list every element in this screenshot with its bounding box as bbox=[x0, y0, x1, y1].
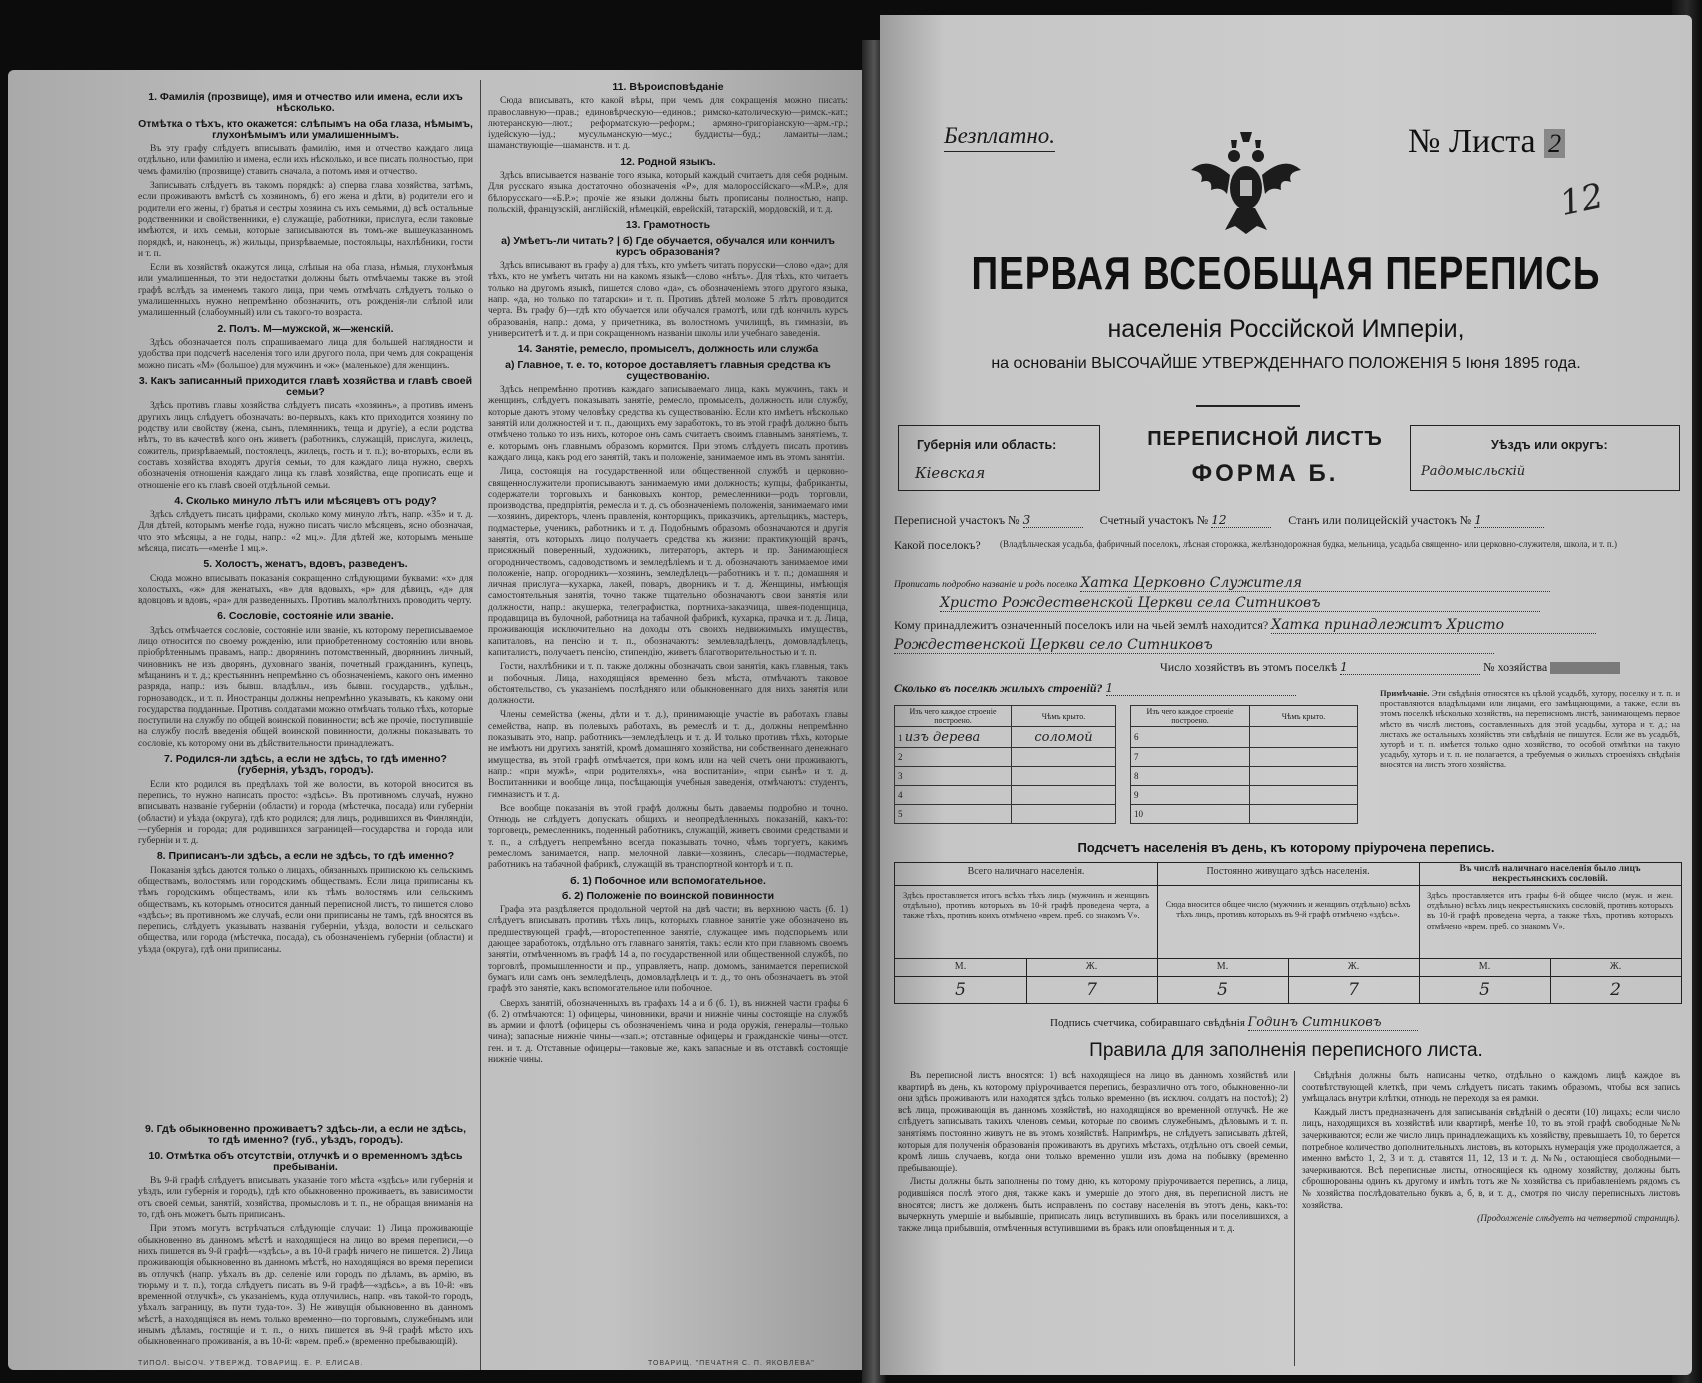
note-text: Эти свѣдѣнія относятся къ цѣлой усадьбѣ, хутору, поселку и т. п. и проставляются владѣльцами или лицами, его замѣщающими, а также, если въ этомъ поселкѣ нѣсколько хозяйствъ, на переписномъ листѣ, занимающемъ первое мѣсто въ числѣ листовъ, составленныхъ для этой усадьбы, хутора и т. д.; на листахъ же остальныхъ хозяйствъ эти свѣдѣнія не пишутся. Если же въ усадьбѣ, хуторѣ и т. п. имѣется только одно хозяйство, то особой отмѣтки на такую усадьбу, хуторъ и т. п. не полагается, а требуемыя о жилыхъ строеніяхъ свѣдѣнія вносятся на листъ этого хозяйства. bbox=[1380, 688, 1680, 770]
population-table bbox=[894, 862, 1682, 1004]
pop-col3-header: Въ числѣ наличнаго населенія было лицъ некрестьянскихъ сословій. bbox=[1459, 864, 1641, 885]
row-number: 1 bbox=[898, 732, 903, 743]
form-title: ПЕРЕПИСНОЙ ЛИСТЪ bbox=[1147, 428, 1383, 450]
left-page-footer-left: ТИПОЛ. ВЫСОЧ. УТВЕРЖД. ТОВАРИЩ. Е. Р. ЕЛИСАВ. bbox=[138, 1360, 364, 1367]
instruction-heading: 6. Сословіе, состояніе или званіе. bbox=[217, 610, 394, 623]
pop-zh-header: Ж. bbox=[1609, 961, 1622, 972]
uezd-box bbox=[1410, 425, 1680, 491]
instruction-heading: 11. Вѣроисповѣданіе bbox=[612, 81, 724, 93]
instruction-heading: 2. Полъ. М—мужской, ж—женскій. bbox=[217, 322, 394, 335]
buildings-roof-header: Чѣмъ крыто. bbox=[1250, 706, 1358, 727]
settlement-hint: (Владѣльческая усадьба, фабричный поселокъ, лѣсная сторожка, желѣзнодорожная будка, мельница, усадьба священно- или церковно-служителя, школа, и т. п.) bbox=[1000, 539, 1617, 549]
buildings-roof-header: Чѣмъ крыто. bbox=[1012, 706, 1116, 727]
pop-total-zh: 7 bbox=[1086, 980, 1097, 1000]
instruction-heading: 9. Гдѣ обыкновенно проживаетъ? здѣсь-ли, а если не здѣсь, то гдѣ именно? (губ., уѣздъ, городъ). bbox=[144, 1123, 467, 1147]
row-1-roof: соломой bbox=[1012, 727, 1116, 748]
buildings-material-header: Изъ чего каждое строеніе построено. bbox=[895, 706, 1012, 727]
count-section-value: 12 bbox=[1211, 513, 1271, 528]
instruction-paragraph: Въ 9-й графѣ слѣдуетъ вписывать указаніе того мѣста «здѣсь» или губернія и уѣздъ, или губернія и городъ), гдѣ кто обыкновенно проживаетъ, въ зависимости отъ своей семьи, занятій, хозяйства, промысловъ и т. п., не обращая вниманія на то, гдѣ онъ можетъ быть приписанъ. bbox=[138, 1176, 473, 1221]
uezd-label: Уѣздъ или округъ: bbox=[1491, 438, 1608, 452]
instruction-paragraph: Графа эта раздѣляется продольной чертой на двѣ части; въ верхнюю часть (б. 1) слѣдуетъ вписывать противъ тѣхъ лицъ, которыхъ главное занятіе уже обозначено въ предшествующей графѣ,—второстепенное занятіе, служащее имъ подспорьемъ или дающее заработокъ, отдѣльно отъ главнаго занятія, такъ: если кто при главномъ своемъ занятіи, отмѣченномъ въ графѣ 14 а, по государственной или общественной службѣ, по торговлѣ, промышленности и пр., управляетъ, напр. домомъ, занимается перепиской бумагъ или самъ онъ земледѣлецъ, домовладѣлецъ и т. д., то онъ обозначаетъ въ этой графѣ это занятіе, какъ вспомогательное или побочное. bbox=[488, 905, 848, 995]
pop-m-header: М. bbox=[954, 961, 967, 972]
instruction-paragraph: Если въ хозяйствѣ окажутся лица, слѣпыя на оба глаза, нѣмыя, глухонѣмыя или умалишенныя, то эти недостатки должны быть отмѣчаемы также въ этой графѣ вслѣдъ за именемъ такого лица, при чемъ отмѣчать слѣдуетъ только о умалишенныхъ нужно непремѣнно обозначить, отъ рожденія-ли слѣпой или умалишенный (слабоумный) или съ такого-то возраста. bbox=[138, 263, 473, 319]
pop-resident-m: 5 bbox=[1217, 980, 1228, 1000]
instruction-paragraph: Гости, нахлѣбники и т. п. также должны обозначать свои занятія, какъ главныя, такъ и побочныя. Лица, находящіяся временно безъ мѣста, отмѣчаютъ таковое обстоятельство, съ указаніемъ послѣдняго или обыкновеннаго для нихъ занятія или должности. bbox=[488, 662, 848, 707]
instruction-heading: 10. Отмѣтка объ отсутствіи, отлучкѣ и о временномъ здѣсь пребываніи. bbox=[148, 1149, 463, 1173]
census-sections-line bbox=[894, 513, 1544, 528]
title-divider bbox=[1196, 405, 1300, 407]
instruction-paragraph: Здѣсь вписывается названіе того языка, который каждый считаетъ для себя родным. Для русскаго языка достаточно обозначенія «Р», для малороссійскаго—«М.Р.», для бѣлорусскаго—«Б.Р.»; прочіе же языки должны быть прописаны полностью, напр. польскій, французскій, англійскій, нѣмецкій, еврейскій, татарскій, мордовскій, и т. д. bbox=[488, 171, 848, 215]
instruction-heading: Отмѣтка о тѣхъ, кто окажется: слѣпымъ на оба глаза, нѣмымъ, глухонѣмымъ или умалишеннымъ. bbox=[138, 117, 473, 141]
instructions-column-2 bbox=[488, 78, 848, 1370]
settlement-label: Какой поселокъ? bbox=[894, 538, 981, 552]
instructions-column-1-tail bbox=[138, 1120, 473, 1370]
households-label: Число хозяйствъ въ этомъ поселкѣ bbox=[1160, 660, 1338, 674]
pop-col1-header: Всего наличнаго населенія. bbox=[967, 866, 1085, 877]
instruction-paragraph: Здѣсь слѣдуетъ писать цифрами, сколько кому минуло лѣтъ, напр. «35» и т. д. Для дѣтей, которымъ менѣе года, нужно писать число мѣсяцевъ, ясно обозначая, что это мѣсяцы, а не годы, напр.: «2 мц.». Для дѣтей же, которымъ меньше мѣсяца, писать—«менѣе 1 мц.». bbox=[138, 510, 473, 554]
row-number: 10 bbox=[1131, 805, 1250, 824]
rules-paragraph: Каждый листъ предназначенъ для записыванія свѣдѣній о десяти (10) лицахъ; если число лицъ, находящихся въ хозяйствѣ или квартирѣ, менѣе 10, то въ этой графѣ свободные №№ зачеркиваются; если же число лицъ принадлежащихъ къ хозяйству, превышаетъ 10, то берется потребное количество дополнительныхъ листовъ, въ которыхъ нумерація уже продолжается, а именно вмѣсто 1, 2, 3 и т. д. ставятся 11, 12, 13 и т. д. №№, остающіеся свободными—зачеркиваются. Всѣ переписные листы, относящіеся къ одному хозяйству, должны быть сброшюрованы одинъ къ другому и имѣть тотъ же № хозяйства съ прибавленіемъ рядомъ съ № хозяйства послѣдовательно буквъ а, б, в, и т. д., смотря по числу переписныхъ листовъ хозяйства. bbox=[1302, 1107, 1680, 1211]
count-section-label: Счетный участокъ № bbox=[1099, 513, 1209, 527]
buildings-label: Сколько въ поселкѣ жилыхъ строеній? bbox=[894, 681, 1103, 695]
rules-divider bbox=[1294, 1071, 1295, 1366]
rules-column-left bbox=[898, 1071, 1288, 1366]
instruction-paragraph: Показанія здѣсь даются только о лицахъ, обязанныхъ припискою къ сельскимъ обществамъ, волостямъ или городскимъ обществамъ. Если лица приписаны къ тѣмъ городскимъ обществамъ, или къ тѣмъ волостямъ или сельскимъ обществамъ, къ которымъ относится данный переписной листъ, то пишется слово «здѣсь»; въ противномъ же случаѣ, если они приписаны не тамъ, гдѣ вносятся въ перепись, слѣдуетъ указывать названія губерніи, уѣзда, волости и сельскаго общества, или города (мѣстечка, посада), съ обозначеніемъ губерніи (области) и уѣзда (округа), гдѣ они приписаны. bbox=[138, 865, 473, 955]
row-number: 5 bbox=[895, 805, 1012, 824]
instruction-heading: 3. Какъ записанный приходится главѣ хозяйства и главѣ своей семьи? bbox=[138, 374, 473, 399]
household-number-label: № хозяйства bbox=[1483, 660, 1548, 674]
row-number: 8 bbox=[1131, 767, 1250, 786]
buildings-material-header: Изъ чего каждое строеніе построено. bbox=[1131, 706, 1250, 727]
buildings-table-right bbox=[1130, 705, 1358, 824]
left-page bbox=[8, 70, 870, 1370]
instruction-paragraph: Члены семейства (жены, дѣти и т. д.), принимающіе участіе въ работахъ главы семейства, напр. въ полевыхъ работахъ, въ ремеслѣ и т. д., должны непремѣнно показывать это, напр. работникъ—земледѣлецъ и т. д. И только противъ тѣхъ, которые не имѣютъ ни другихъ занятій, кромѣ домашняго хозяйства, ни собственнаго денежнаго имущества, въ этой графѣ отмѣчается, при комъ или на чей счетъ они проживаютъ, напр.: «при мужѣ», «при родителяхъ», «на воспитаніи», «при сынѣ» и т. д. Воспитанники и вообще лица, посѣщающія учебныя заведенія, отмѣчаютъ: студентъ, гимназистъ и т. д. bbox=[488, 710, 848, 800]
pop-col2-text: Сюда вносится общее число (мужчинъ и женщинъ отдѣльно) всѣхъ тѣхъ лицъ, противъ которыхъ въ 9-й графѣ отмѣчено «здѣсь». bbox=[1165, 899, 1411, 920]
rules-paragraph: Листы должны быть заполнены по тому дню, къ которому пріурочивается перепись, а лица, родившіяся послѣ этого дня, также какъ и умершіе до этого дня, въ переписной листъ не вносятся; листъ же долженъ быть исправленъ по составу населенія въ этотъ день, какъ-то: вычеркнуть умершіе и выбывшіе, приписать лицъ вступившихъ въ бракъ или поселившихся, а также лица прибывшія, отмѣченныя вступившими въ бракъ или оповѣщенныя и т. д. bbox=[898, 1177, 1288, 1234]
row-number: 3 bbox=[895, 767, 1012, 786]
rules-paragraph: Въ переписной листъ вносятся: 1) всѣ находящіеся на лицо въ данномъ хозяйствѣ или квартирѣ въ день, къ которому пріурочивается перепись, безразлично отъ того, обыкновенно-ли они здѣсь проживаютъ или находятся здѣсь только временно (въ исключ. солдатъ на постоѣ); 2) всѣ лица, проживающія въ данномъ хозяйствѣ, но находящіяся во временной отлучкѣ. Не же слѣдуетъ записывать такихъ членовъ семьи, которые по своимъ служебнымъ, дѣловымъ и т. п. занятіямъ постоянно живутъ не въ этомъ хозяйствѣ. Напримѣръ, не слѣдуетъ записывать дѣтей, которыя для полученія образованія проживаютъ въ другихъ мѣстахъ, отдѣльно отъ своей семьи, кромѣ лишь случаевъ, когда они только временно ушли изъ дома на побывку (временно пребывающіе). bbox=[898, 1071, 1288, 1174]
settlement-line bbox=[894, 538, 981, 553]
pop-total-m: 5 bbox=[955, 980, 966, 1000]
row-number: 2 bbox=[895, 748, 1012, 767]
row-number: 7 bbox=[1131, 748, 1250, 767]
instruction-paragraph: Записывать слѣдуетъ въ такомъ порядкѣ: а) сперва глава хозяйства, затѣмъ, если проживаютъ вмѣстѣ съ хозяиномъ, б) его жена и дѣти, в) родители его и родители его жены, г) братья и сестры хозяина съ ихъ семьями, д) всѣ остальные родственники и свойственники, е) служащіе, работники, прислуга, если таковые имѣются, и ихъ семьи, которые записываются въ томъ-же вышеуказанномъ порядкѣ, и, наконецъ, ж) жильцы, призрѣваемые, постояльцы, нахлѣбники, гости и т. п. bbox=[138, 181, 473, 259]
pop-col2-header: Постоянно живущаго здѣсь населенія. bbox=[1206, 866, 1370, 877]
settlement-value-line bbox=[894, 575, 1550, 592]
pop-nonpeasant-m: 5 bbox=[1479, 980, 1490, 1000]
document-subtitle-2: на основаніи ВЫСОЧАЙШЕ УТВЕРЖДЕННАГО ПОЛОЖЕНІЯ 5 Іюня 1895 года. bbox=[991, 355, 1581, 372]
household-number-redacted bbox=[1550, 662, 1620, 674]
pop-m-header: М. bbox=[1216, 961, 1229, 972]
pop-m-header: М. bbox=[1478, 961, 1491, 972]
instruction-heading: б. 1) Побочное или вспомогательное. bbox=[570, 874, 766, 887]
instruction-paragraph: Если кто родился въ предѣлахъ той же волости, въ которой вносится въ перепись, то нужно написать просто: «здѣсь». Въ противномъ случаѣ, нужно вписывать названіе губерніи (области) и города (мѣстечка, посада) или губерніи (области) и уѣзда (округа), гдѣ кто родился; для лицъ, родившихся въ Финляндіи,—губернія и города; для родившихся заграницей—государства и города или губерніи и т. д. bbox=[138, 779, 473, 847]
settlement-hint-2: Прописать подробно названіе и родъ поселка bbox=[894, 580, 1078, 590]
police-section-label: Станъ или полицейскій участокъ № bbox=[1288, 513, 1472, 527]
pop-nonpeasant-zh: 2 bbox=[1610, 980, 1621, 1000]
households-line bbox=[1160, 660, 1620, 675]
instruction-heading: 13. Грамотность bbox=[625, 219, 711, 232]
population-count-title: Подсчетъ населенія въ день, къ которому пріурочена перепись. bbox=[1077, 840, 1495, 855]
settlement-value-2: Христо Рождественской Церкви села Ситниковъ bbox=[940, 595, 1540, 612]
instruction-paragraph: Въ эту графу слѣдуетъ вписывать фамилію, имя и отчество каждаго лица отдѣльно, или фамилію и имена, если ихъ нѣсколько, и все писать полностью, при чемъ фамилію (прозвище) ставить сначала, а потомъ имя и отчество. bbox=[138, 144, 473, 177]
document-title: ПЕРВАЯ ВСЕОБЩАЯ ПЕРЕПИСЬ bbox=[971, 247, 1601, 299]
signature-value: Годинъ Ситниковъ bbox=[1248, 1015, 1418, 1031]
instruction-heading: 12. Родной языкъ. bbox=[620, 155, 716, 168]
owner-value: Хатка принадлежитъ Христо bbox=[1271, 617, 1596, 634]
province-label: Губернія или область: bbox=[917, 438, 1057, 452]
instruction-paragraph: Лица, состоящія на государственной или общественной службѣ и церковно-священнослужители прописываютъ занимаемую ими должность; купцы, фабриканты, содержатели торговыхъ и банковыхъ контор, ремесленники—родъ торговли, производства, предпріятія, ремесла и т. д. съ обозначеніемъ положенія, занимаемаго ими—хозяинъ, директоръ, членъ правленія, конторщикъ, приказчикъ, артельщикъ, мастеръ, подмастерье, ученикъ, работникъ и т. д. Подобнымъ образомъ обозначаются и другія занятія, отъ которыхъ лицо получаетъ средства къ жизни: практикующій врачъ, присяжный поверенный, художникъ, литераторъ, актеръ и пр. Занимающіеся огородничествомъ, садоводствомъ и земледѣліемъ и т. д. обозначаютъ занимаемое ими положеніе, напр. огородникъ—хозяинъ, земледѣлецъ—работникъ и т. п.; домашняя и личная прислуга—кухарка, лакей, поваръ, дворникъ и т. д. Женщины, имѣющія самостоятельныя занятія, точно также тщательно обозначаютъ свои занятія или должности, напр.: акушерка, телеграфистка, портниха-заказчица, швея-поденщица, продавщица въ булочной, работница на табачной фабрикѣ, кухарка, прачка и т. д. Лица, проживающія исключительно на доходы отъ своихъ недвижимыхъ имуществъ, капиталовъ, на пенсію и т. п., обозначаютъ: землевладѣлецъ, домовладѣлецъ, капиталистъ, получаетъ пенсію, стипендію, живетъ благотворительностью и т. п. bbox=[488, 467, 848, 658]
buildings-note bbox=[1380, 688, 1680, 828]
signature-label: Подпись счетчика, собиравшаго свѣдѣнія bbox=[1050, 1017, 1245, 1029]
settlement-value: Хатка Церковно Служителя bbox=[1080, 575, 1550, 592]
households-value: 1 bbox=[1340, 660, 1480, 675]
note-title: Примѣчаніе. bbox=[1380, 688, 1430, 698]
pop-zh-header: Ж. bbox=[1085, 961, 1098, 972]
police-section-value: 1 bbox=[1474, 513, 1544, 528]
owner-line bbox=[894, 617, 1596, 634]
instruction-paragraph: Здѣсь обозначается полъ спрашиваемаго лица для большей наглядности и удобства при подсчетѣ населенія того или другого пола, при чемъ для сокращенія можно писать «М» (большое) для мужчинъ и «ж» (маленькое) для женщинъ. bbox=[138, 337, 473, 371]
instruction-paragraph: Здѣсь отмѣчается сословіе, состояніе или званіе, къ которому переписываемое лицо относится по своему рожденію, или приобретенному состоянію или вновь пріобрѣтеннымъ правамъ, напр.: дворянинъ потомственный, дворянинъ личный, чиновникъ не изъ дворянъ, духовнаго званія, почетный гражданинъ, купецъ, мѣщанинъ и т. д.; крестьянинъ непремѣнно съ обозначеніемъ, какого онъ именно разряда, напр.: изъ бывш. владѣльч., изъ бывш. государств., удѣльн., горнозаводск., и т. п. Иностранцы должны непремѣнно указывать, къ какому они государства подданные. Противъ солдатами можно отмѣчать только тѣхъ, которые поступили на службу по общей воинской повинности; всѣ же прочіе, поступившіе на службу послѣ введенія общей воинской повинности, должны показывать то сословіе, къ которому они въ дѣйствительности принадлежатъ. bbox=[138, 625, 473, 749]
instruction-paragraph: Сверхъ занятій, обозначенныхъ въ графахъ 14 а и б (б. 1), въ нижней части графы 6 (б. 2) отмѣчаются: 1) офицеры, чиновники, врачи и нижніе чины состоящіе на службѣ въ армии и флотѣ (офицеры съ обозначеніемъ чина и рода оружія, генералы—только чина); запасные нижніе чины—«зап.»; отставные офицеры и гражданскіе чины—отст. ген. и т. д. Отставные офицеры—таковые же, какъ запасные и въ отставкѣ состоящіе нижніе чины. bbox=[488, 998, 848, 1066]
pop-zh-header: Ж. bbox=[1347, 961, 1360, 972]
pop-col3-text: Здѣсь проставляется итъ графы 6-й общее число (муж. и жен. отдѣльно) всѣхъ лицъ некрестьянскихъ сословій, противъ которыхъ въ 10-й графѣ проведена черта, а также тѣхъ, противъ которыхъ отмѣчено «врем. преб. со знакомъ V». bbox=[1427, 890, 1673, 931]
instruction-heading: 5. Холостъ, женатъ, вдовъ, разведенъ. bbox=[203, 558, 408, 571]
rules-paragraph: Свѣдѣнія должны быть написаны четко, отдѣльно о каждомъ лицѣ каждое въ соотвѣтствующей клеткѣ, при чемъ слѣдуетъ писать такимъ образомъ, чтобы вся запись умѣщалась внутри клѣтки, отнюдь не переходя за ея рамки. bbox=[1302, 1071, 1680, 1105]
owner-line-2 bbox=[894, 637, 1494, 654]
instruction-heading: 8. Приписанъ-ли здѣсь, а если не здѣсь, то гдѣ именно? bbox=[156, 850, 455, 863]
uezd-value: Радомысльскій bbox=[1421, 464, 1526, 479]
instruction-paragraph: Здѣсь вписывают въ графу а) для тѣхъ, кто умѣетъ читать порусски—слово «да»; для тѣхъ, кто не умѣетъ читать ни на какомъ языкѣ—слово «нѣтъ». Для тѣхъ, кто читаетъ только на другомъ языкѣ, пишется слово «да», съ обозначеніемъ этого другого языка, напр. «да, но только по татарски» и т. п. Противъ дѣтей моложе 5 лѣтъ проводится черта. Въ графу б)—гдѣ кто обучается или обучался грамотѣ, или гдѣ кончилъ курсъ образованія, напр.: дома, у причетника, въ волостномъ училищѣ, въ гимназіи, въ университетѣ и т. д. и при сокращенномъ названіи школы или учебнаго заведенія. bbox=[488, 261, 848, 339]
row-number: 4 bbox=[895, 786, 1012, 805]
enumerator-signature-line bbox=[1050, 1015, 1418, 1031]
row-number: 6 bbox=[1131, 727, 1250, 748]
instruction-heading: б. 2) Положеніе по воинской повинности bbox=[561, 889, 775, 902]
buildings-line bbox=[894, 681, 1296, 696]
instruction-paragraph: Все вообще показанія въ этой графѣ должны быть даваемы подробно и точно. Отнюдь не слѣдуетъ допускать общихъ и неопредѣленныхъ показаній, какъ-то: торговецъ, ремесленникъ, поденный работникъ, служащій, живетъ своими средствами и т. п., а слѣдуетъ непремѣнно всегда показывать точно, чѣмъ торгуетъ, какимъ ремесломъ занимается, напр. мелочной лавки—хозяинъ, слесарь—подмастерье, работникъ на табачной фабрикѣ, служащій въ транспортной конторѣ и т. п. bbox=[488, 803, 848, 871]
instruction-heading: 7. Родился-ли здѣсь, а если не здѣсь, то гдѣ именно? (губернія, уѣздъ, городъ). bbox=[164, 753, 447, 777]
instruction-paragraph: Здѣсь противъ главы хозяйства слѣдуетъ писать «хозяинъ», а противъ именъ другихъ лицъ слѣдуетъ обозначать: во-первыхъ, какъ кто приходится хозяину по родству или свойству (жена, сынъ, племянникъ, теща и другіе), а если родства нѣтъ, то въ качествѣ кого онъ живетъ (работникъ, служащій, прислуга, жилецъ, сожитель, призрѣваемый, постоялецъ, жилецъ, гость и т. п.); во-вторыхъ, если въ составъ хозяйства входятъ другія семьи, то для каждаго лица нужно, сверхъ обозначенія отношенія каждаго лица къ главѣ хозяйства, еще прописать еще и отношеніе его къ главѣ своей отдѣльной семьи. bbox=[138, 401, 473, 491]
free-label: Безплатно. bbox=[944, 123, 1055, 152]
instruction-paragraph: При этомъ могутъ встрѣчаться слѣдующіе случаи: 1) Лица проживающіе обыкновенно въ данномъ мѣстѣ и находящіеся на лицо во время переписи,—о нихъ пишется въ 9-й графѣ—«здѣсь», а въ 10-й графѣ ничего не пишется. 2) Лица проживающія обыкновенно въ данномъ мѣстѣ, но находящіяся во время переписи въ отлучкѣ (напр. уѣхалъ въ др. селеніе или городъ по дѣламъ, въ армію, въ тюрьму и т. п.), тогда слѣдуетъ писать въ 9-й графѣ—«здѣсь», а въ 10-й: «въ временной отлучкѣ», съ указаніемъ, куда отлучились, напр. «въ такой-то городъ, уѣхалъ заграницу, въ пути туда-то». 3) Не живущія обыкновенно въ данномъ мѣстѣ, а находящіяся въ немъ только временно—по торговымъ, служебнымъ или инымъ дѣламъ, гостящіе и т. п., о нихъ пишется въ 9-й графѣ мѣсто ихъ обыкновеннаго проживанія, а въ 10-й: «врем. преб.» (временно пребывающій). bbox=[138, 1224, 473, 1348]
buildings-value: 1 bbox=[1106, 681, 1296, 696]
row-1-material: изъ дерева bbox=[904, 729, 981, 745]
instruction-heading: 4. Сколько минуло лѣтъ или мѣсяцевъ отъ роду? bbox=[174, 494, 437, 507]
handwritten-number: 12 bbox=[1556, 175, 1607, 225]
province-box bbox=[898, 425, 1100, 491]
instruction-heading: а) Главное, т. е. то, которое доставляетъ главныя средства къ существованію. bbox=[505, 358, 831, 382]
instruction-paragraph: Сюда вписывать, кто какой вѣры, при чемъ для сокращенія можно писать: православную—прав.; единовѣрческую—единов.; римско-католическую—римск.-кат.; лютеранскую—лют.; реформатскую—реформ.; армяно-григоріанскую—арм.-гр.; іудейскую—іуд.; мусульманскую—мус.; буддисты—буд.; ламаиты—лам.; шаманствующіе—шаманств. и т. д. bbox=[488, 96, 848, 152]
right-page bbox=[880, 15, 1692, 1375]
double-headed-eagle-emblem bbox=[1187, 130, 1305, 235]
rules-column-right bbox=[1302, 1071, 1680, 1366]
instruction-paragraph: Здѣсь непремѣнно противъ каждаго записываемаго лица, какъ мужчинъ, такъ и женщинъ, слѣдуетъ показывать занятіе, ремесло, промыселъ, должность или службу, которые даютъ этому человѣку средства къ существованію. Если кто имѣетъ нѣсколько занятій или должностей и т. п., дающихъ ему заработокъ, то въ этой графѣ должно быть отмѣчено только то изъ нихъ, которое онъ самъ считаетъ своимъ главнымъ занятіемъ, т. е. которымъ онъ главнымъ образомъ кормится. При этомъ слѣдуетъ писать противъ каждаго лица, какъ род его занятій, такъ и положеніе, занимаемое имъ въ этомъ занятіи. bbox=[488, 385, 848, 463]
instruction-paragraph: Сюда можно вписывать показанія сокращенно слѣдующими буквами: «х» для холостыхъ, «ж» для женатыхъ, «в» для вдовыхъ, «р» для дѣвицъ, «д» для вдовцовъ и вдовъ, «ра» для разведенныхъ. Противъ малолѣтнихъ проводить черту. bbox=[138, 573, 473, 607]
owner-label: Кому принадлежитъ означенный поселокъ или на чьей землѣ находится? bbox=[894, 618, 1269, 632]
enum-section-value: 3 bbox=[1023, 513, 1083, 528]
instruction-heading: 1. Фамилія (прозвище), имя и отчество или имена, если ихъ нѣсколько. bbox=[148, 91, 463, 115]
column-divider bbox=[480, 80, 481, 1370]
pop-col1-text: Здѣсь проставляется итогъ всѣхъ тѣхъ лицъ (мужчинъ и женщинъ отдѣльно), противъ которыхъ въ 10-й графѣ проведена черта, а также тѣхъ, противъ коихъ отмѣчено «врем. преб. со знакомъ V». bbox=[903, 890, 1149, 921]
sheet-number-value: 2 bbox=[1544, 129, 1565, 158]
left-page-footer-right: ТОВАРИЩ. "ПЕЧАТНЯ С. П. ЯКОВЛЕВА" bbox=[648, 1360, 815, 1367]
sheet-number-label: № Листа bbox=[1408, 123, 1536, 160]
instruction-heading: а) Умѣетъ-ли читать? | б) Где обучается, обучался или кончилъ курсъ образованія? bbox=[501, 234, 835, 258]
buildings-table-left bbox=[894, 705, 1116, 824]
rules-title: Правила для заполненія переписного листа. bbox=[1089, 1040, 1483, 1061]
form-letter: ФОРМА Б. bbox=[1191, 460, 1339, 487]
sheet-number bbox=[1408, 123, 1565, 161]
row-number: 9 bbox=[1131, 786, 1250, 805]
instructions-column-1 bbox=[138, 88, 473, 1118]
owner-value-2: Рождественской Церкви село Ситниковъ bbox=[894, 637, 1494, 654]
document-subtitle: населенія Россійской Имперіи, bbox=[1107, 315, 1465, 343]
province-value: Кіевская bbox=[915, 464, 986, 482]
enum-section-label: Переписной участокъ № bbox=[894, 513, 1020, 527]
pop-resident-zh: 7 bbox=[1348, 980, 1359, 1000]
settlement-value-line-2 bbox=[940, 595, 1540, 612]
rules-continued-note: (Продолженіе слѣдуетъ на четвертой страницѣ). bbox=[1477, 1214, 1680, 1225]
instruction-heading: 14. Занятіе, ремесло, промыселъ, должность или служба bbox=[517, 343, 819, 356]
